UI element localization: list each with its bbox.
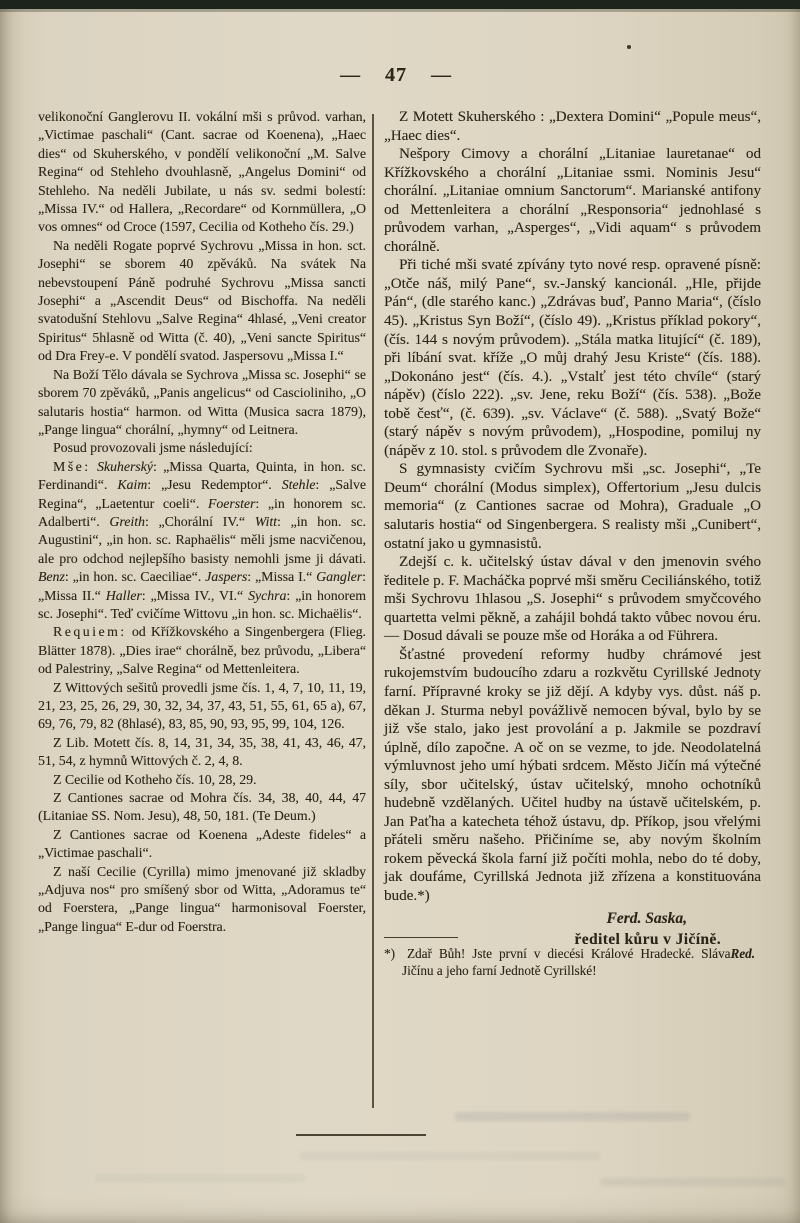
page-number: — 47 — [340,64,452,86]
showthrough-artifact [455,1112,690,1121]
paragraph [38,439,366,457]
text-run: Sychra [248,587,287,603]
right-column [384,108,761,980]
paragraph [38,679,366,734]
text-run: Šťastné provedení reformy hudby chrámové jest rukojemstvím budoucího zdaru a rozkvětu Cyrillské Jednoty farní. Přípravné kroky se již dějí. A kdyby vys. důst. náš p. děkan J. Sturma nebyl povážlivě nemocen býval, bylo by se již vše stalo, jako jest provolání a p. Jakmile se pozdraví úplně, dílo započne. A oč on se vezme, to jde. Neodolatelná výmluvnost jeho umí hýbati srdcem. Město Jičín má výtečné síly, sbor učitelský, ústav učitelský, mnoho ochotníků hudebně vzdělaných. Učitel hudby na ústavě učitelském, p. Jan Paťha a katecheta téhož ústavu, dp. Příkop, jsou vřelými přáteli směru našeho. Přičiníme se, aby novým školním rokem pěvecká škola farní již počíti mohla, nebo do té doby, jak doufáme, Cyrillská Jednota již zřízena a konstituována bude.*) [384,646,761,904]
paragraph [38,863,366,937]
footnote-separator [384,937,458,938]
text-run: : „Chorální IV.“ [144,513,255,529]
showthrough-artifact [95,1174,305,1182]
end-of-article-rule [296,1134,426,1136]
paragraph [384,553,761,646]
text-run: Z Lib. Motett čís. 8, 14, 31, 34, 35, 38, 41, 43, 46, 47, 51, 54, z hymnů Wittových č. 2, 4, 8. [38,734,366,769]
text-run: Requiem: [53,624,127,640]
signature-title: ředitel kůru v Jičíně. [574,930,721,948]
text-run: Posud provozovali jsme následující: [53,440,253,456]
text-run: velikonoční Ganglerovu II. vokální mši s průvod. varhan, „Victimae paschali“ (Cant. sacrae od Koenena), „Haec dies“ od Skuherského, v pondělí velikonoční „M. Salve Regina“ od Stehleho dvouhlasně, „Angelus Domini“ od Stehleho. Na neděli Jubilate, u nás sv. sedmi bolestí: „Missa IV.“ od Hallera, „Recordare“ od Kornmüllera, „O vos omnes“ od Croce (1597, Cecilia od Kotheho čís. 29.) [38,109,366,235]
paragraph [384,460,761,553]
text-run: : „Missa I.“ [247,569,317,585]
left-column [38,108,366,936]
paragraph [38,458,366,624]
text-run: Kaim [117,477,148,493]
text-run: Witt [254,513,277,529]
text-run: Zdejší c. k. učitelský ústav dával v den jmenovin svého ředitele p. F. Macháčka poprvé mši směru Ceciliánského, totiž mši Sychrovu 1hlasou „S. Josephi“ s průvodem smyčcového quartetta velmi pěkně, a zahájil bohdá takto vůbec novou éru. — Dosud dávali se pouze mše od Horáka a od Führera. [384,554,761,645]
text-run: Skuherský [97,458,153,474]
text-run: Na neděli Rogate poprvé Sychrovu „Missa in hon. sct. Josephi“ se sborem 40 zpěváků. Na svátek Na nebevstoupení Páně podruhé Sychrovu „Missa sancti Josephi“ a „Ascendit Deus“ od Bischoffa. Na neděli svatodušní Stehlovu „Salve Regina“ 4hlasé, „Veni creator Spiritus“ 5hlasně od Witta (č. 40), „Veni sancte Spiritus“ od Dra Frey-e. V pondělí svatod. Jaspersovu „Missa I.“ [38,237,366,364]
paragraph [38,237,366,366]
text-run: Z naší Cecilie (Cyrilla) mimo jmenované již skladby „Adjuva nos“ pro smíšený sbor od Witta, „Adoramus te“ od Foerstera, „Pange lingua“ harmonisoval Foerster, „Pange lingua“ E-dur od Foerstra. [38,863,366,934]
paragraph [38,623,366,678]
text-run: Nešpory Cimovy a chorální „Litaniae lauretanae“ od Křížkovského a chorální „Litaniae ssmi. Nominis Jesu“ chorální. „Litaniae omnium Sanctorum“. Marianské antifony od Mettenleitera a chorální „Responsoria“ jednohlasé s průvodem varhan, „Asperges“, „Vidi aquam“ s průvodem chorálně. [384,146,761,255]
text-run: Stehle [281,477,316,493]
paragraph [384,145,761,256]
paragraph [38,734,366,771]
paragraph [38,771,366,789]
text-run: Foerster [207,495,256,511]
right-column-paragraphs [384,108,761,906]
text-run: : „Missa Quarta, Quinta, in hon. sc. Ferdinandi“. [38,458,366,493]
showthrough-artifact [300,1152,600,1160]
text-run: Z Wittových sešitů provedli jsme čís. 1, 4, 7, 10, 11, 19, 21, 23, 25, 26, 29, 30, 32, 34, 37, 43, 51, 55, 61, 65 a), 67, 69, 76, 79, 82 (8hlasé), 83, 85, 90, 93, 95, 99, 104, 126. [38,679,366,732]
text-run: Z Cantiones sacrae od Mohra čís. 34, 38, 40, 44, 47 (Litaniae SS. Nom. Jesu), 48, 50, 181. (Te Deum.) [38,790,366,824]
column-divider [372,114,374,1108]
signature-block [384,909,761,950]
paragraph [384,646,761,906]
text-run: : „Jesu Redemptor“. [147,477,282,493]
text-run: Na Boží Tělo dávala se Sychrova „Missa sc. Josephi“ se sborem 70 zpěváků, „Panis angelicus“ od Cascioliniho, „O salutaris hostia“ harmon. od Witta (Musica sacra 1879), „Pange lingua“ chorální, „hymny“ od Leitnera. [38,366,366,437]
text-run: S gymnasisty cvičím Sychrovu mši „sc. Josephi“, „Te Deum“ chorální (Modus simplex), Offertorium „Jesu dulcis memoria“ (z Cantiones sacrae od Mohra), Graduale „O salutaris hostia“ od Singenbergera. S realisty mši „Cunibert“, ostatní jako u gymnasistů. [384,461,761,552]
ink-speck [627,45,631,49]
text-run: Mše: [53,458,91,474]
scan-edge-fade [0,9,800,12]
text-run: : „Missa IV., VI.“ [141,587,249,603]
text-run: : „in honorem sc. Adalberti“. [38,495,366,529]
text-run: od Křížkovského a Singenbergera (Flieg. Blätter 1878). „Dies irae“ chorálně, bez průvodu, „Libera“ od Palestriny, „Salve Regina“ od Mettenleitera. [38,624,366,677]
text-run: : „in hon. sc. Augustini“, „in hon. sc. Raphaëlis“ měli jsme nacvičenou, ale pro odchod nejlepšího basisty nemohli jsme ji dávati. [38,513,367,566]
scan-edge-band [0,0,800,9]
paragraph [38,789,366,826]
text-run: Benz [38,569,65,585]
text-run: Při tiché mši svaté zpívány tyto nové resp. opravené písně: „Otče náš, milý Pane“, sv.-Janský kancionál. „Hle, přijde Pán“, (dle starého kanc.) „Zdrávas buď, Panno Maria“, (číslo 45). „Kristus Syn Boží“, (číslo 49). „Kristus příklad pokory“, (čís. 144 s novým průvodem). „Stála matka litující“ (č. 189), při líbání svat. kříže „O můj drahý Jesu Kriste“ (čís. 188). „Dokonáno jest“ (čís. 4.). „Vstalť jest této chvíle“ (starý nápěv) (číslo 222). „sv. Jene, reku Boží“ (čís. 538). „Bože tobě česť“, (č. 639). „sv. Václave“ (č. 588). „Svatý Bože“ (starý nápěv s novým průvodem), „Hospodine, pomiluj ny (nápěv z 10. stol. s průvodem dle Zvonaře). [384,257,761,459]
footnote-marker: *) [384,945,395,961]
paragraph [384,108,761,145]
paragraph [38,366,366,440]
signature-name: Ferd. Saska, [606,909,687,927]
paragraph [38,108,366,237]
text-run: Z Motett Skuherského : „Dextera Domini“ „Popule meus“, „Haec dies“. [384,109,761,144]
text-run: Greith [109,513,145,529]
text-run: Jaspers [205,569,248,585]
showthrough-artifact [600,1178,785,1186]
text-run: Z Cantiones sacrae od Koenena „Adeste fideles“ a „Victimae paschali“. [38,826,366,861]
text-run: : „Salve Regina“, „Laetentur coeli“. [38,477,366,511]
footnote [384,945,761,980]
paragraph [38,826,366,863]
footnote-signature: Red. [730,945,755,961]
paragraph [384,256,761,460]
footnote-text: Zdař Bůh! Jste první v diecési Králové Hradecké. Sláva Jičínu a jeho farní Jednotě Cyrillské! [402,945,731,979]
text-run: Haller [105,587,142,603]
text-run: : „Missa II.“ [38,569,367,603]
text-run: : „in hon. sc. Caeciliae“. [64,569,206,585]
text-run: Gangler [316,569,363,585]
text-run: Z Cecilie od Kotheho čís. 10, 28, 29. [53,771,257,787]
text-run: : „in honorem sc. Josephi“. Teď cvičíme Wittovu „in hon. sc. Michaëlis“. [38,587,367,621]
